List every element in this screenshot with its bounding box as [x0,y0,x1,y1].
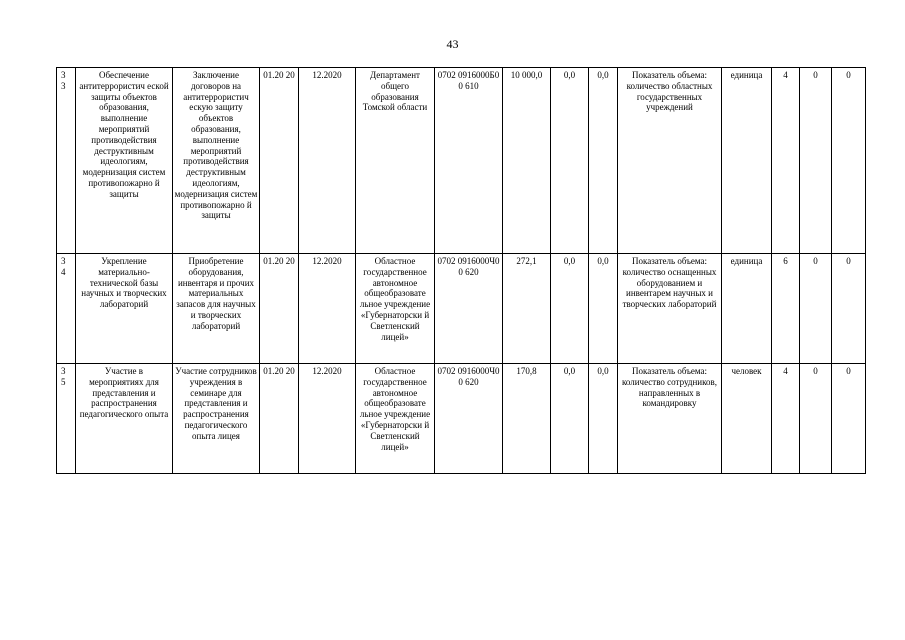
indicator-value-1: 6 [772,254,800,364]
indicator-unit: единица [722,254,772,364]
executor: Департамент общего образования Томской области [356,68,435,254]
indicator-unit: единица [722,68,772,254]
event-name: Обеспечение антитеррористич еской защиты объектов образования, выполнение мероприятий противодействия деструктивным идеологиям, модернизация систем противопожарно й защиты [76,68,173,254]
executor: Областное государственное автономное общеобразовате льное учреждение «Губернаторски й Светленский лицей» [356,364,435,474]
end-date: 12.2020 [299,254,356,364]
indicator-name: Показатель объема: количество областных государственных учреждений [618,68,722,254]
program-activities-table [56,67,866,474]
budget-code: 0702 0916000Ч0 0 620 [435,254,503,364]
funding-amount: 10 000,0 [503,68,551,254]
indicator-name: Показатель объема: количество оснащенных оборудованием и инвентарем научных и творческих лабораторий [618,254,722,364]
end-date: 12.2020 [299,364,356,474]
expected-result: Приобретение оборудования, инвентаря и прочих материальных запасов для научных и творческих лабораторий [173,254,260,364]
indicator-value-2: 0 [800,254,832,364]
table-row [57,68,866,254]
funding-amount: 272,1 [503,254,551,364]
table-row [57,364,866,474]
expected-result: Заключение договоров на антитеррористич ескую защиту объектов образования, выполнение мероприятий противодействия деструктивным идеологиям, модернизация систем противопожарно й защиты [173,68,260,254]
end-date: 12.2020 [299,68,356,254]
funding-amount: 170,8 [503,364,551,474]
start-date: 01.20 20 [260,364,299,474]
indicator-value-3: 0 [832,364,866,474]
indicator-value-2: 0 [800,364,832,474]
row-number: 3 4 [57,254,76,364]
funding-year-2: 0,0 [551,254,589,364]
start-date: 01.20 20 [260,68,299,254]
page-number: 43 [446,37,459,51]
event-name: Участие в мероприятиях для представления и распространения педагогического опыта [76,364,173,474]
indicator-value-1: 4 [772,364,800,474]
funding-year-2: 0,0 [551,364,589,474]
funding-year-2: 0,0 [551,68,589,254]
indicator-name: Показатель объема: количество сотрудников, направленных в командировку [618,364,722,474]
funding-year-3: 0,0 [589,254,618,364]
row-number: 3 3 [57,68,76,254]
budget-code: 0702 0916000Ч0 0 620 [435,364,503,474]
event-name: Укрепление материально-технической базы научных и творческих лабораторий [76,254,173,364]
expected-result: Участие сотрудников учреждения в семинаре для представления и распространения педагогического опыта лицея [173,364,260,474]
indicator-value-1: 4 [772,68,800,254]
indicator-unit: человек [722,364,772,474]
budget-code: 0702 0916000Б0 0 610 [435,68,503,254]
indicator-value-2: 0 [800,68,832,254]
funding-year-3: 0,0 [589,364,618,474]
indicator-value-3: 0 [832,254,866,364]
start-date: 01.20 20 [260,254,299,364]
row-number: 3 5 [57,364,76,474]
indicator-value-3: 0 [832,68,866,254]
executor: Областное государственное автономное общеобразовате льное учреждение «Губернаторски й Светленский лицей» [356,254,435,364]
funding-year-3: 0,0 [589,68,618,254]
table-row [57,254,866,364]
